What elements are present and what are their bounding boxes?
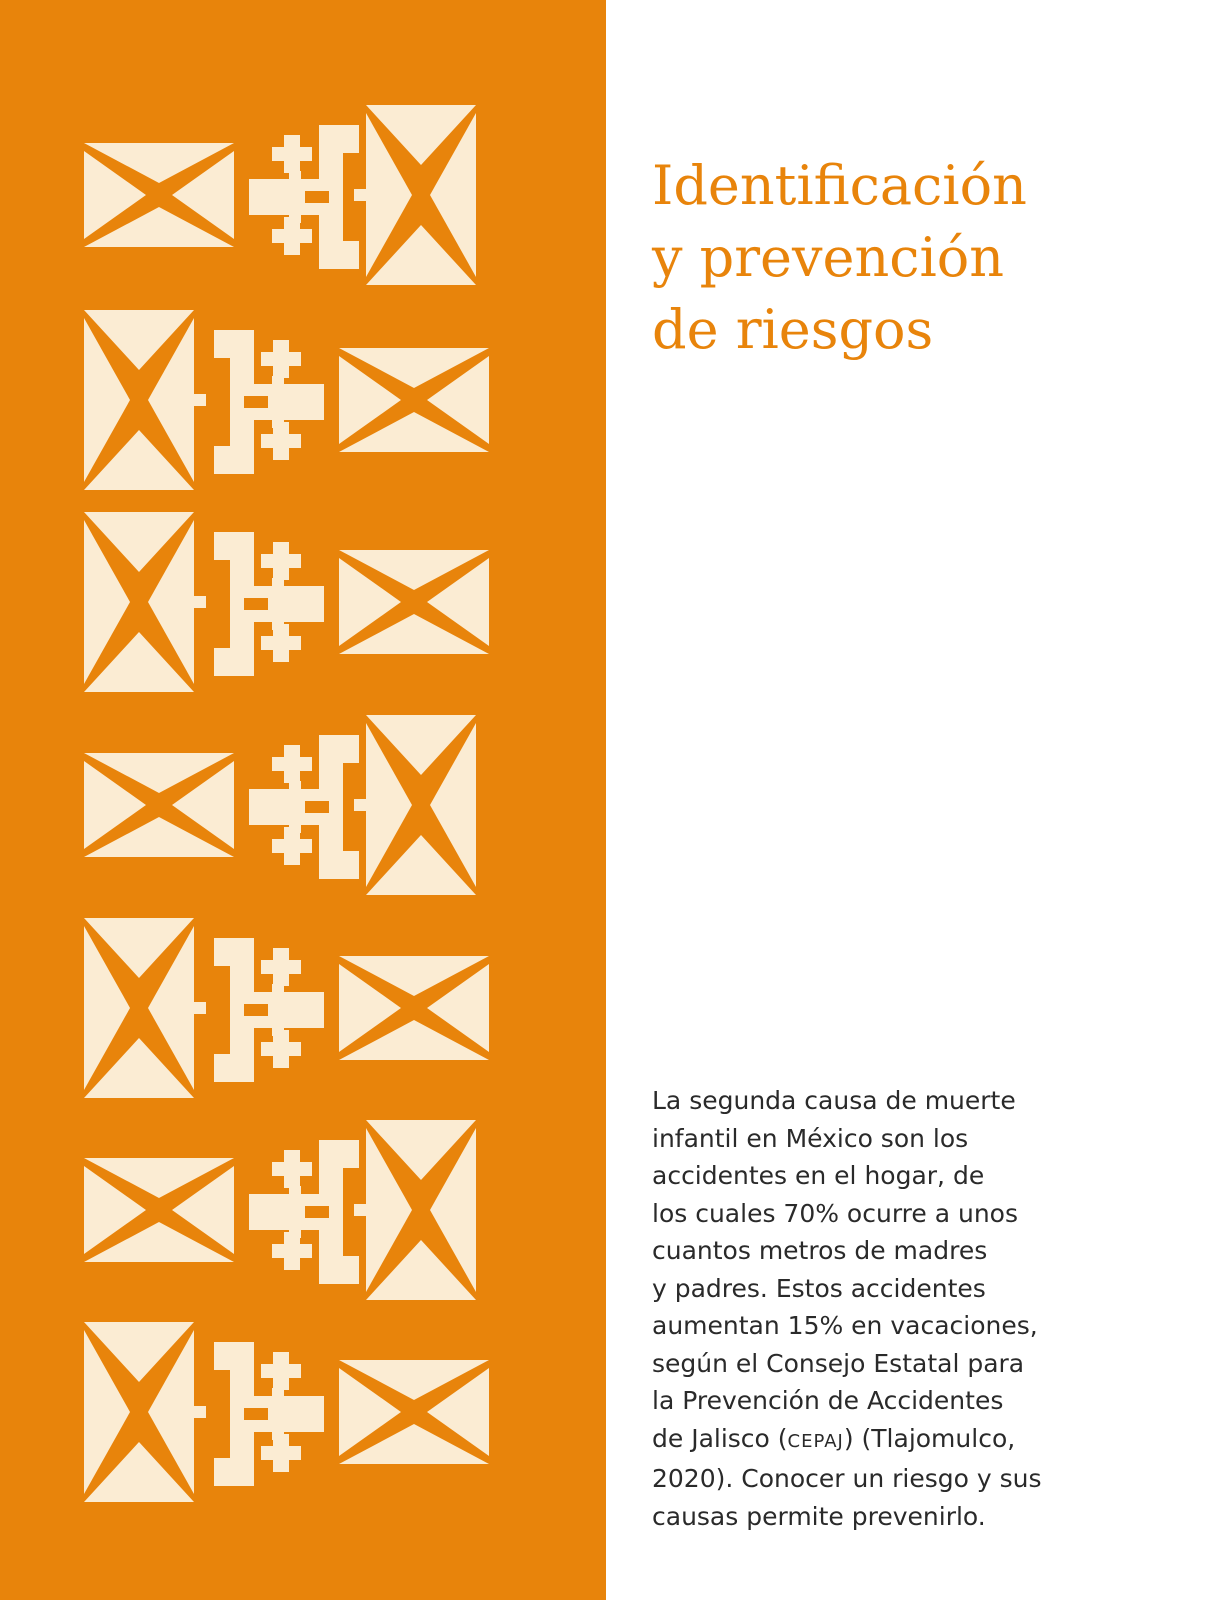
body-line: infantil en México son los: [652, 1123, 969, 1153]
cross-motif-icon: [84, 310, 489, 490]
cross-motif-icon: [84, 512, 489, 692]
body-line: la Prevención de Accidentes: [652, 1386, 1004, 1415]
body-line: causas permite prevenirlo.: [652, 1501, 986, 1531]
body-line: cuantos metros de madres: [652, 1236, 988, 1265]
body-line: 2020). Conocer un riesgo y sus: [652, 1464, 1042, 1493]
cepaj-abbreviation: CEPAJ: [787, 1430, 844, 1452]
body-line: La segunda causa de muerte: [652, 1086, 1016, 1115]
title-line: Identificación: [652, 154, 1027, 217]
cross-motif-icon: [84, 918, 489, 1098]
page-title: [652, 150, 1172, 366]
title-line: de riesgos: [652, 298, 934, 361]
decorative-panel: [0, 0, 606, 1600]
body-line: accidentes en el hogar, de: [652, 1161, 985, 1190]
cross-motif-icon: [84, 1322, 489, 1502]
body-line: [652, 1420, 1192, 1461]
body-text-segment: de Jalisco (: [652, 1423, 788, 1453]
body-paragraph: [652, 1082, 1192, 1535]
title-line: y prevención: [652, 226, 1005, 289]
body-line: aumentan 15% en vacaciones,: [652, 1311, 1038, 1340]
body-line: los cuales 70% ocurre a unos: [652, 1198, 1018, 1228]
cross-motif-icon: [84, 1120, 489, 1300]
cross-motif-icon: [84, 715, 489, 895]
body-text-segment: ) (Tlajomulco,: [843, 1423, 1016, 1453]
body-line: y padres. Estos accidentes: [652, 1273, 986, 1303]
cross-motif-icon: [84, 105, 489, 285]
body-line: según el Consejo Estatal para: [652, 1348, 1025, 1378]
